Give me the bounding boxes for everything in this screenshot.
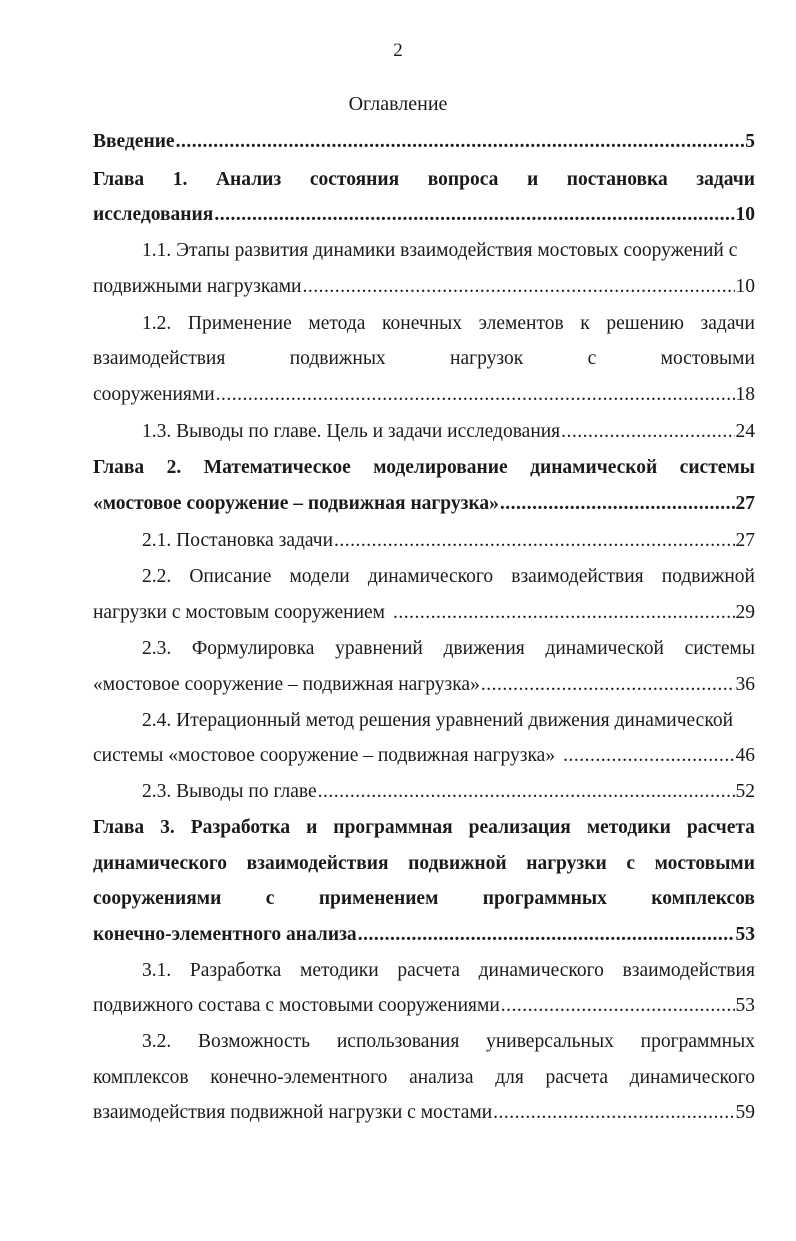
toc-section-3-1-line <box>142 960 755 982</box>
leader-dots <box>318 781 735 803</box>
toc-entry-text: сооружениями <box>93 384 215 405</box>
toc-entry-text: 2.3. Выводы по главе <box>142 781 317 802</box>
word: подвижных <box>289 348 386 369</box>
word: с <box>587 348 597 369</box>
page-title: Оглавление <box>348 93 448 115</box>
toc-page-number: 10 <box>735 276 755 297</box>
leader-dots <box>214 204 734 226</box>
toc-chapter-3-line <box>93 817 755 839</box>
word: 3.2. <box>142 1031 172 1052</box>
word: динамического <box>478 960 604 981</box>
word: взаимодействия <box>622 960 755 981</box>
toc-entry-section-2-2[interactable] <box>93 602 755 624</box>
toc-entry-chapter-2[interactable] <box>93 493 755 515</box>
word: 2. <box>166 457 182 478</box>
toc-section-2-4-line: 2.4. Итерационный метод решения уравнений движения динамической <box>142 710 734 731</box>
leader-dots <box>334 530 734 552</box>
word: 2.3. <box>142 638 172 659</box>
toc-chapter-3-line <box>93 853 755 875</box>
word: метода <box>308 313 366 334</box>
word: задачи <box>696 169 755 190</box>
word: динамического <box>93 853 227 874</box>
leader-dots <box>501 995 735 1017</box>
toc-entry-text: системы «мостовое сооружение – подвижная нагрузка» <box>93 745 556 766</box>
toc-page-number: 29 <box>735 602 755 623</box>
word: сооружениями <box>93 888 222 909</box>
word: 2.2. <box>142 566 172 587</box>
word: 1. <box>172 169 188 190</box>
word: Применение <box>187 313 292 334</box>
toc-entry-intro[interactable] <box>93 131 755 153</box>
word: использования <box>336 1031 460 1052</box>
word: программных <box>640 1031 755 1052</box>
toc-entry-section-1-2[interactable] <box>93 384 755 406</box>
word: взаимодействия <box>93 348 226 369</box>
word: и <box>306 817 318 838</box>
word: состояния <box>309 169 400 190</box>
toc-entry-text: 1.3. Выводы по главе. Цель и задачи исследования <box>142 421 561 442</box>
word: Математическое <box>203 457 351 478</box>
word: задачи <box>700 313 755 334</box>
leader-dots <box>481 674 735 696</box>
leader-dots <box>561 421 734 443</box>
toc-page-number: 53 <box>735 924 755 945</box>
toc-entry-text: нагрузки с мостовым сооружением <box>93 602 385 623</box>
word: системы <box>684 638 755 659</box>
word: с <box>626 853 636 874</box>
word: расчета <box>397 960 460 981</box>
toc-page-number: 24 <box>735 421 755 442</box>
toc-page-number: 18 <box>735 384 755 405</box>
toc-entry-section-3-1[interactable] <box>93 995 755 1017</box>
word: применением <box>318 888 439 909</box>
page-number: 2 <box>393 40 403 61</box>
word: модели <box>289 566 350 587</box>
word: динамического <box>367 566 494 587</box>
word: Глава <box>93 169 145 190</box>
word: программная <box>333 817 453 838</box>
toc-entry-text: «мостовое сооружение – подвижная нагрузка» <box>93 674 480 695</box>
word: 1.2. <box>142 313 172 334</box>
word: мостовыми <box>654 853 755 874</box>
toc-entry-section-2-5[interactable] <box>142 781 755 803</box>
toc-page-number: 46 <box>735 745 755 766</box>
leader-dots <box>216 384 735 406</box>
leader-dots <box>393 602 735 624</box>
toc-chapter-3-line <box>93 888 755 910</box>
toc-entry-text: «мостовое сооружение – подвижная нагрузка» <box>93 493 499 514</box>
word: взаимодействия <box>246 853 389 874</box>
toc-entry-text: исследования <box>93 204 214 225</box>
toc-section-3-2-line <box>142 1031 755 1053</box>
word: 3. <box>160 817 175 838</box>
toc-page-number: 10 <box>735 204 755 225</box>
word: программных <box>482 888 607 909</box>
word: динамической <box>530 457 658 478</box>
word: Разработка <box>189 960 282 981</box>
leader-dots <box>500 493 735 515</box>
word: расчета <box>686 817 755 838</box>
word: уравнений <box>335 638 423 659</box>
word: динамического <box>629 1067 755 1088</box>
word: Описание <box>189 566 272 587</box>
word: вопроса <box>427 169 499 190</box>
toc-entry-text: Введение <box>93 131 175 152</box>
word: методики <box>586 817 671 838</box>
toc-entry-text: конечно-элементного анализа <box>93 924 357 945</box>
word: универсальных <box>486 1031 614 1052</box>
word: реализация <box>468 817 571 838</box>
toc-section-1-2-line <box>142 313 755 335</box>
word: комплексов <box>651 888 755 909</box>
word: мостовыми <box>660 348 755 369</box>
toc-section-1-2-line <box>93 348 755 370</box>
toc-chapter-1-line <box>93 169 755 191</box>
word: Глава <box>93 457 145 478</box>
word: нагрузок <box>450 348 524 369</box>
leader-dots <box>176 131 745 153</box>
toc-entry-section-3-2[interactable] <box>93 1102 755 1124</box>
word: для <box>495 1067 524 1088</box>
toc-page-number: 53 <box>735 995 755 1016</box>
word: Анализ <box>215 169 282 190</box>
toc-entry-section-2-3[interactable] <box>93 674 755 696</box>
word: 3.1. <box>142 960 172 981</box>
toc-entry-section-1-3[interactable] <box>142 421 755 443</box>
word: и <box>526 169 539 190</box>
toc-entry-section-1-1[interactable] <box>93 276 755 298</box>
word: Возможность <box>198 1031 311 1052</box>
leader-dots <box>358 924 735 946</box>
word: подвижной <box>408 853 507 874</box>
toc-entry-text: взаимодействия подвижной нагрузки с мостами <box>93 1102 493 1123</box>
leader-dots <box>563 745 734 767</box>
toc-entry-section-2-1[interactable] <box>142 530 755 552</box>
word: системы <box>679 457 755 478</box>
word: с <box>265 888 275 909</box>
toc-entry-text: подвижного состава с мостовыми сооружениями <box>93 995 500 1016</box>
toc-entry-text: 2.1. Постановка задачи <box>142 530 334 551</box>
toc-page-number: 27 <box>735 530 755 551</box>
word: конечных <box>382 313 462 334</box>
toc-page-number: 5 <box>745 131 755 152</box>
toc-section-3-2-line <box>93 1067 755 1089</box>
word: Глава <box>93 817 145 838</box>
word: решению <box>606 313 684 334</box>
word: взаимодействия <box>511 566 644 587</box>
word: к <box>580 313 590 334</box>
leader-dots <box>303 276 735 298</box>
word: подвижной <box>661 566 755 587</box>
toc-section-2-3-line <box>142 638 755 660</box>
word: Формулировка <box>191 638 315 659</box>
word: моделирование <box>373 457 508 478</box>
word: движения <box>443 638 525 659</box>
word: нагрузки <box>526 853 607 874</box>
word: комплексов <box>93 1067 189 1088</box>
toc-section-2-2-line <box>142 566 755 588</box>
word: анализа <box>409 1067 474 1088</box>
toc-entry-section-2-4[interactable] <box>93 745 755 767</box>
word: элементов <box>478 313 564 334</box>
word: Разработка <box>190 817 291 838</box>
word: постановка <box>566 169 668 190</box>
toc-page-number: 27 <box>735 493 755 514</box>
toc-entry-chapter-1[interactable] <box>93 204 755 226</box>
leader-dots <box>493 1102 734 1124</box>
toc-entry-chapter-3[interactable] <box>93 924 755 946</box>
word: динамической <box>545 638 664 659</box>
toc-chapter-2-line <box>93 457 755 479</box>
word: методики <box>299 960 379 981</box>
toc-page-number: 59 <box>735 1102 755 1123</box>
toc-page-number: 52 <box>735 781 755 802</box>
toc-page-number: 36 <box>735 674 755 695</box>
word: конечно-элементного <box>210 1067 388 1088</box>
word: расчета <box>545 1067 609 1088</box>
toc-section-1-1-line: 1.1. Этапы развития динамики взаимодействия мостовых сооружений с <box>142 240 738 261</box>
toc-entry-text: подвижными нагрузками <box>93 276 302 297</box>
